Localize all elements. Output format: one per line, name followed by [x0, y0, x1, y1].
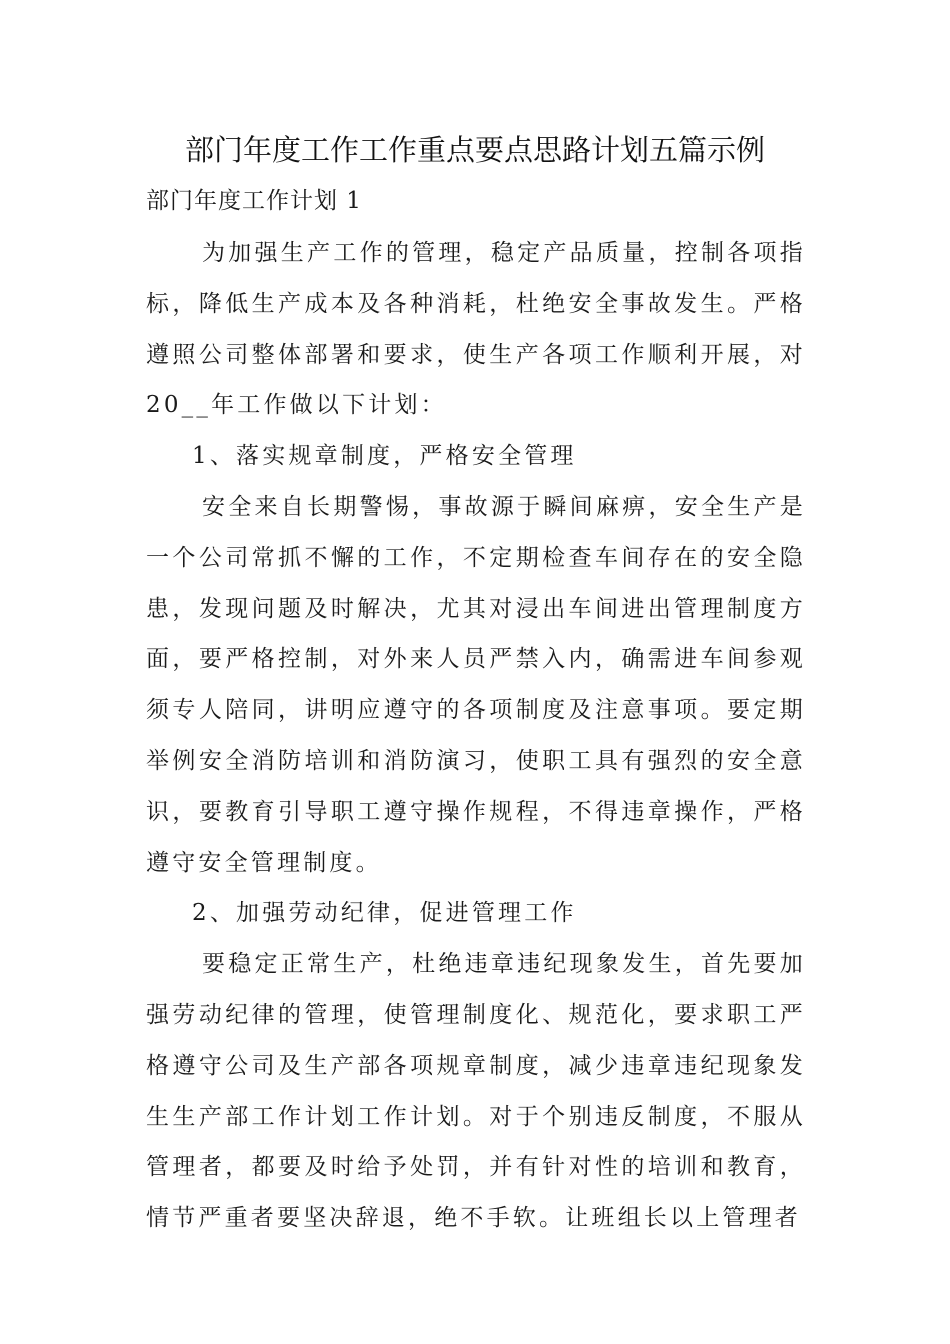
item-2-paragraph: 要稳定正常生产，杜绝违章违纪现象发生，首先要加强劳动纪律的管理，使管理制度化、规范化，要求职工严格遵守公司及生产部各项规章制度，减少违章违纪现象发生生产部工作计划工作计划。对于个别违反制度，不服从管理者，都要及时给予处罚，并有针对性的培训和教育，情节严重者要坚决辞退，绝不手软。让班组长以上管理者 [146, 951, 806, 1232]
item-1-heading: 1、落实规章制度，严格安全管理 [192, 443, 577, 470]
item-2-heading: 2、加强劳动纪律，促进管理工作 [192, 900, 577, 927]
section-title: 部门年度工作计划 1 [146, 188, 362, 214]
document-title: 部门年度工作工作重点要点思路计划五篇示例 [184, 133, 765, 167]
item-1-paragraph: 安全来自长期警惕，事故源于瞬间麻痹，安全生产是一个公司常抓不懈的工作，不定期检查车间存在的安全隐患，发现问题及时解决，尤其对浸出车间进出管理制度方面，要严格控制，对外来人员严禁入内，确需进车间参观须专人陪同，讲明应遵守的各项制度及注意事项。要定期举例安全消防培训和消防演习，使职工具有强烈的安全意识，要教育引导职工遵守操作规程，不得违章操作，严格遵守安全管理制度。 [146, 493, 806, 876]
intro-paragraph: 为加强生产工作的管理，稳定产品质量，控制各项指标，降低生产成本及各种消耗，杜绝安全事故发生。严格遵照公司整体部署和要求，使生产各项工作顺利开展，对 20__年工作做以下计划： [146, 240, 806, 419]
document-body [146, 228, 806, 1244]
